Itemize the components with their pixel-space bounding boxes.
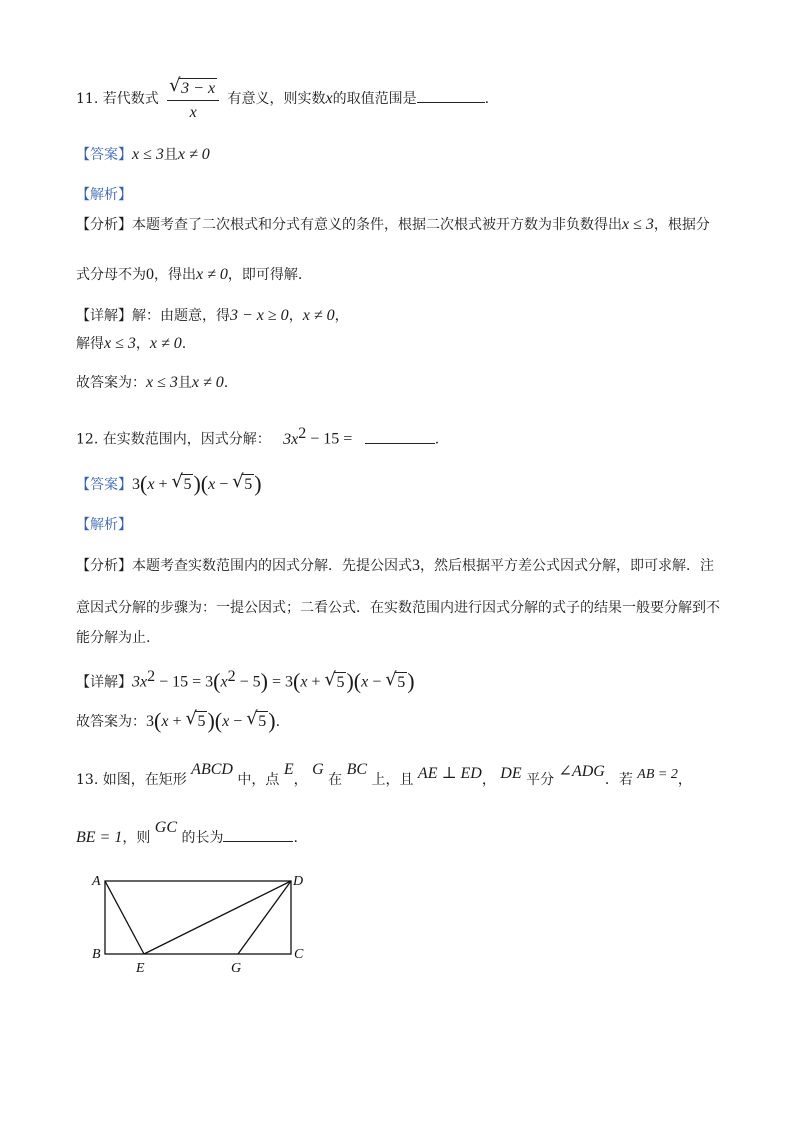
q13-text: 在 <box>328 772 343 788</box>
detail-exponent: 2 <box>147 668 156 685</box>
final-end: . <box>223 375 229 391</box>
final-mid: 且 <box>177 375 192 391</box>
q13-math: GC <box>154 819 178 836</box>
a12-fenxi-1 <box>76 556 714 576</box>
geometry-figure <box>80 866 320 976</box>
minus-sign: − <box>215 476 233 493</box>
label-b: B <box>92 947 101 962</box>
radicand: 5 <box>397 673 406 691</box>
q11-prefix: 若代数式 <box>102 91 159 107</box>
detail-end: . <box>181 336 187 352</box>
detail-math: x ≠ 0 <box>149 335 182 352</box>
detail-math: x ≠ 0 <box>302 307 335 324</box>
detail-label: 【详解】 <box>76 308 132 324</box>
q13-math: BC <box>346 761 368 778</box>
q13-math: G <box>312 761 324 778</box>
q12-expr: 3x <box>283 430 299 448</box>
q13-text: 的长为 <box>181 830 224 846</box>
fenxi-math: x ≤ 3 <box>622 216 654 233</box>
minus-sign: − <box>229 713 247 730</box>
q11-radicand: 3 − x <box>181 80 216 97</box>
answer-label: 【答案】 <box>76 147 132 163</box>
a11-detail-1 <box>76 306 349 326</box>
a11-answer-mid: 且 <box>163 147 178 163</box>
label-c: C <box>294 947 304 962</box>
segment-ed <box>144 881 291 954</box>
q12-exponent: 2 <box>298 425 307 442</box>
q13-text: 平分 <box>526 772 555 788</box>
final-math: x ≠ 0 <box>191 374 224 391</box>
sqrt-sign: √ 5 <box>185 708 206 730</box>
q13-math: ABCD <box>191 761 233 778</box>
a12-answer: 【答案】3(x + √ 5)(x − √ 5) <box>76 471 262 496</box>
fenxi-number: 3 <box>412 557 420 574</box>
final-label: 故答案为： <box>76 714 146 730</box>
fenxi-text: ，然后根据平方差公式因式分解，即可求解．注 <box>420 558 714 574</box>
detail-expr-rest: − 15 = <box>155 673 206 691</box>
final-end: . <box>275 714 281 730</box>
fenxi-math: x ≠ 0 <box>196 266 228 283</box>
q11-end: . <box>484 91 490 107</box>
q13-text: 如图，在矩形 <box>102 772 187 788</box>
q13-stem-1 <box>76 761 692 791</box>
q12-stem <box>76 424 439 450</box>
fenxi-text: 意因式分解的步骤为：一提公因式；二看公式．在实数范围内进行因式分解的式子的结果一般要分解到不 <box>76 600 720 616</box>
a12-detail: 【详解】$3x^2 - 15 = 3(x^2 - 5) = 3(x$ + √ 5)(x − √ 5) <box>76 668 415 694</box>
fenxi-text-end: ，根据分 <box>653 217 710 233</box>
label-g: G <box>231 961 242 976</box>
answer-label: 【答案】 <box>76 477 132 493</box>
plus-sign: + <box>168 713 186 730</box>
fenxi-text: 式分母不为 <box>76 267 146 283</box>
q13-stem-2 <box>76 819 298 848</box>
a11-answer-math: x ≤ 3 <box>132 146 164 163</box>
q12-expr-rest: − 15 = <box>306 430 353 448</box>
var-x: x <box>161 713 169 730</box>
sqrt-sign: √ 5 <box>324 668 345 691</box>
detail-sep: ， <box>288 308 303 324</box>
a12-fenxi-2 <box>76 598 720 618</box>
sqrt-sign: √ 5 <box>232 471 253 493</box>
q12-text: 在实数范围内，因式分解： <box>102 431 271 448</box>
detail-math: x ≤ 3 <box>104 335 136 352</box>
q12-end: . <box>434 431 440 448</box>
q11-suffix-a: 有意义，则实数 <box>227 91 326 107</box>
detail-sep: ， <box>135 336 150 352</box>
plus-sign: + <box>154 476 172 493</box>
var-x: x <box>208 476 216 493</box>
segment-ae <box>105 881 144 954</box>
var-x: x <box>300 673 308 691</box>
analysis-label: 【解析】 <box>76 187 132 203</box>
a11-fenxi-1 <box>76 215 710 235</box>
detail-end: ， <box>334 308 349 324</box>
a12-final: 故答案为：3(x + √ 5)(x − √ 5). <box>76 708 281 733</box>
q13-math: AE ⊥ ED <box>417 765 482 782</box>
a12-analysis-label <box>76 515 132 535</box>
a11-fenxi-2 <box>76 265 302 285</box>
answer-blank <box>223 841 293 842</box>
coef: 3 <box>284 673 293 691</box>
radicand: 5 <box>336 673 345 691</box>
q11-number: 11. <box>76 91 99 107</box>
answer-blank <box>365 443 435 444</box>
detail-math: 3 − x ≥ 0 <box>230 307 289 324</box>
a11-answer <box>76 145 210 165</box>
q13-math: E <box>283 761 294 778</box>
var-x: x <box>220 673 228 691</box>
sqrt-sign: √ 5 <box>171 471 192 493</box>
answer-blank <box>417 102 485 103</box>
label-a: A <box>92 874 101 889</box>
var-x: x <box>361 673 369 691</box>
q13-text: 上，且 <box>371 772 414 788</box>
detail-expr: 3x <box>132 673 148 691</box>
equals-sign: = <box>267 673 285 691</box>
q13-text: ， <box>481 772 496 788</box>
radicand: 5 <box>244 476 253 493</box>
analysis-label: 【解析】 <box>76 517 132 533</box>
fenxi-text: 本题考查了二次根式和分式有意义的条件，根据二次根式被开方数为非负数得出 <box>132 217 622 233</box>
q13-end: . <box>293 830 298 846</box>
final-label: 故答案为： <box>76 375 146 391</box>
fenxi-label: 【分析】 <box>76 558 132 574</box>
minus-sign: − <box>368 673 386 691</box>
a12-fenxi-3 <box>76 628 150 648</box>
fenxi-text: 本题考查实数范围内的因式分解．先提公因式 <box>132 558 412 574</box>
q11-var: x <box>325 90 333 107</box>
sqrt-sign: √ 5 <box>246 708 267 730</box>
q11-stem <box>76 75 490 123</box>
plus-sign: + <box>307 673 325 691</box>
q13-text: ，则 <box>122 830 151 846</box>
coef: 3 <box>132 476 140 493</box>
rectangle-abcd <box>105 881 291 954</box>
q11-fraction <box>167 75 219 123</box>
final-math: x ≤ 3 <box>146 374 178 391</box>
q13-text: ， <box>293 772 308 788</box>
q13-number: 13. <box>76 772 99 788</box>
q13-text: ．若 <box>604 772 633 788</box>
q12-number: 12. <box>76 431 99 448</box>
a11-final <box>76 373 228 393</box>
q13-text: 中，点 <box>237 772 280 788</box>
q13-math: BE = 1 <box>76 829 123 846</box>
detail-expr-rest: − 5 <box>235 673 261 691</box>
fenxi-text: ，得出 <box>154 267 196 283</box>
sqrt-sign: √ 3 − x <box>169 75 216 97</box>
q13-math: DE <box>500 765 522 782</box>
sqrt-sign: √ 5 <box>385 668 406 691</box>
radicand: 5 <box>197 713 206 730</box>
q11-denominator: x <box>189 104 197 121</box>
a11-answer-math2: x ≠ 0 <box>177 146 210 163</box>
detail-text: 解得 <box>76 336 104 352</box>
coef: 3 <box>146 713 154 730</box>
detail-label: 【详解】 <box>76 674 132 691</box>
var-x: x <box>147 476 155 493</box>
a11-analysis-label <box>76 185 132 205</box>
fenxi-text: 能分解为止. <box>76 630 151 646</box>
label-e: E <box>136 961 145 976</box>
fenxi-label: 【分析】 <box>76 217 132 233</box>
radicand: 5 <box>258 713 267 730</box>
var-x: x <box>222 713 230 730</box>
label-d: D <box>293 874 304 889</box>
q13-math: AB = 2 <box>637 767 678 782</box>
detail-exponent: 2 <box>227 668 236 685</box>
detail-text: 解：由题意，得 <box>132 308 230 324</box>
fenxi-text-end: ，即可得解. <box>227 267 303 283</box>
coef: 3 <box>205 673 214 691</box>
segment-dg <box>238 881 291 954</box>
q13-math: ∠ADG <box>558 763 605 780</box>
radicand: 5 <box>183 476 192 493</box>
q13-text: ， <box>677 772 692 788</box>
fenxi-number: 0 <box>146 266 154 283</box>
a11-detail-2 <box>76 334 186 354</box>
q11-suffix-b: 的取值范围是 <box>332 91 417 107</box>
